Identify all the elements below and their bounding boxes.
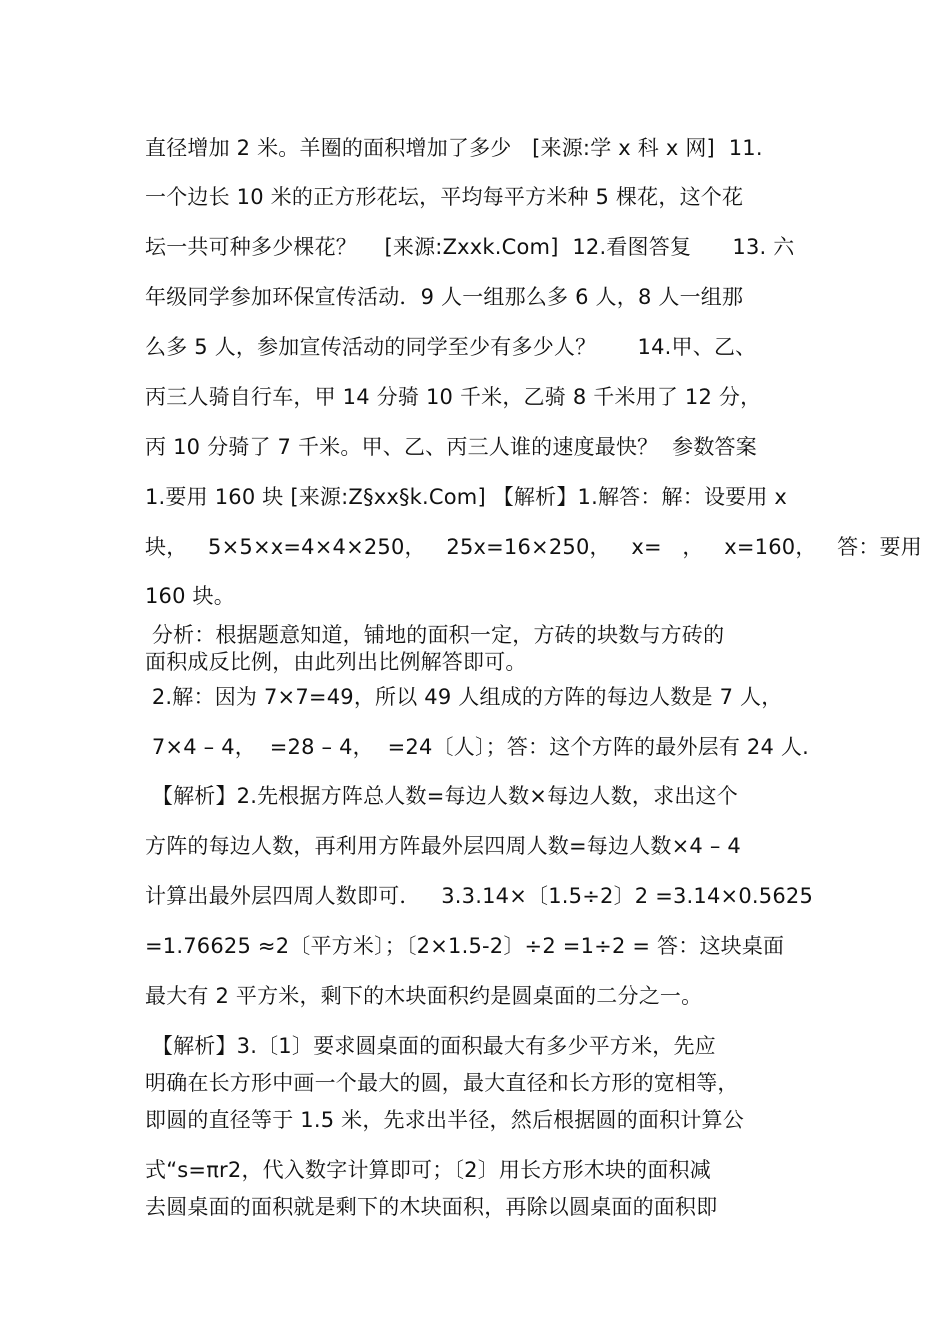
text-line-15: 【解析】2.先根据方阵总人数=每边人数×每边人数，求出这个: [145, 784, 738, 808]
text-line-2: 一个边长 10 米的正方形花坛，平均每平方米种 5 棵花，这个花: [145, 185, 744, 209]
text-line-16: 方阵的每边人数，再利用方阵最外层四周人数=每边人数×4 – 4: [145, 834, 741, 858]
text-line-13: 2.解：因为 7×7=49，所以 49 人组成的方阵的每边人数是 7 人，: [145, 685, 783, 709]
text-line-8: 1.要用 160 块 [来源:Z§xx§k.Com] 【解析】1.解答：解：设要用 x: [145, 485, 788, 509]
text-line-5: 么多 5 人，参加宣传活动的同学至少有多少人？ 14.甲、乙、: [145, 335, 757, 359]
text-line-19: 最大有 2 平方米，剩下的木块面积约是圆桌面的二分之一。: [145, 984, 703, 1008]
text-line-18: =1.76625 ≈2〔平方米〕；〔2×1.5-2〕÷2 =1÷2 = 答：这块桌面: [145, 934, 785, 958]
text-line-3: 坛一共可种多少棵花？ [来源:Zxxk.Com] 12.看图答复 13. 六: [145, 235, 795, 259]
text-line-24: 去圆桌面的面积就是剩下的木块面积，再除以圆桌面的面积即: [145, 1195, 718, 1219]
text-line-1: 直径增加 2 米。羊圈的面积增加了多少 [来源:学 x 科 x 网] 11.: [145, 136, 763, 160]
text-line-17: 计算出最外层四周人数即可． 3.3.14×〔1.5÷2〕2 =3.14×0.5625: [145, 884, 814, 908]
text-line-6: 丙三人骑自行车，甲 14 分骑 10 千米，乙骑 8 千米用了 12 分，: [145, 385, 762, 409]
text-line-7: 丙 10 分骑了 7 千米。甲、乙、丙三人谁的速度最快？ 参数答案: [145, 435, 757, 459]
text-line-11: 分析：根据题意知道，铺地的面积一定，方砖的块数与方砖的: [145, 623, 725, 647]
text-line-20: 【解析】3.〔1〕要求圆桌面的面积最大有多少平方米，先应: [145, 1034, 716, 1058]
text-line-9: 块， 5×5×x=4×4×250， 25x=16×250， x= ， x=160， 答：要用: [145, 535, 922, 559]
text-line-14: 7×4 – 4， =28 – 4， =24〔人〕；答：这个方阵的最外层有 24 人.: [145, 735, 809, 759]
text-line-23: 式“s=πr2，代入数字计算即可；〔2〕用长方形木块的面积减: [145, 1158, 711, 1182]
text-line-21: 明确在长方形中画一个最大的圆，最大直径和长方形的宽相等，: [145, 1071, 739, 1095]
text-line-12: 面积成反比例，由此列出比例解答即可。: [145, 650, 527, 674]
text-line-10: 160 块。: [145, 584, 235, 608]
text-line-4: 年级同学参加环保宣传活动．9 人一组那么多 6 人，8 人一组那: [145, 285, 744, 309]
text-line-22: 即圆的直径等于 1.5 米，先求出半径，然后根据圆的面积计算公: [145, 1108, 744, 1132]
